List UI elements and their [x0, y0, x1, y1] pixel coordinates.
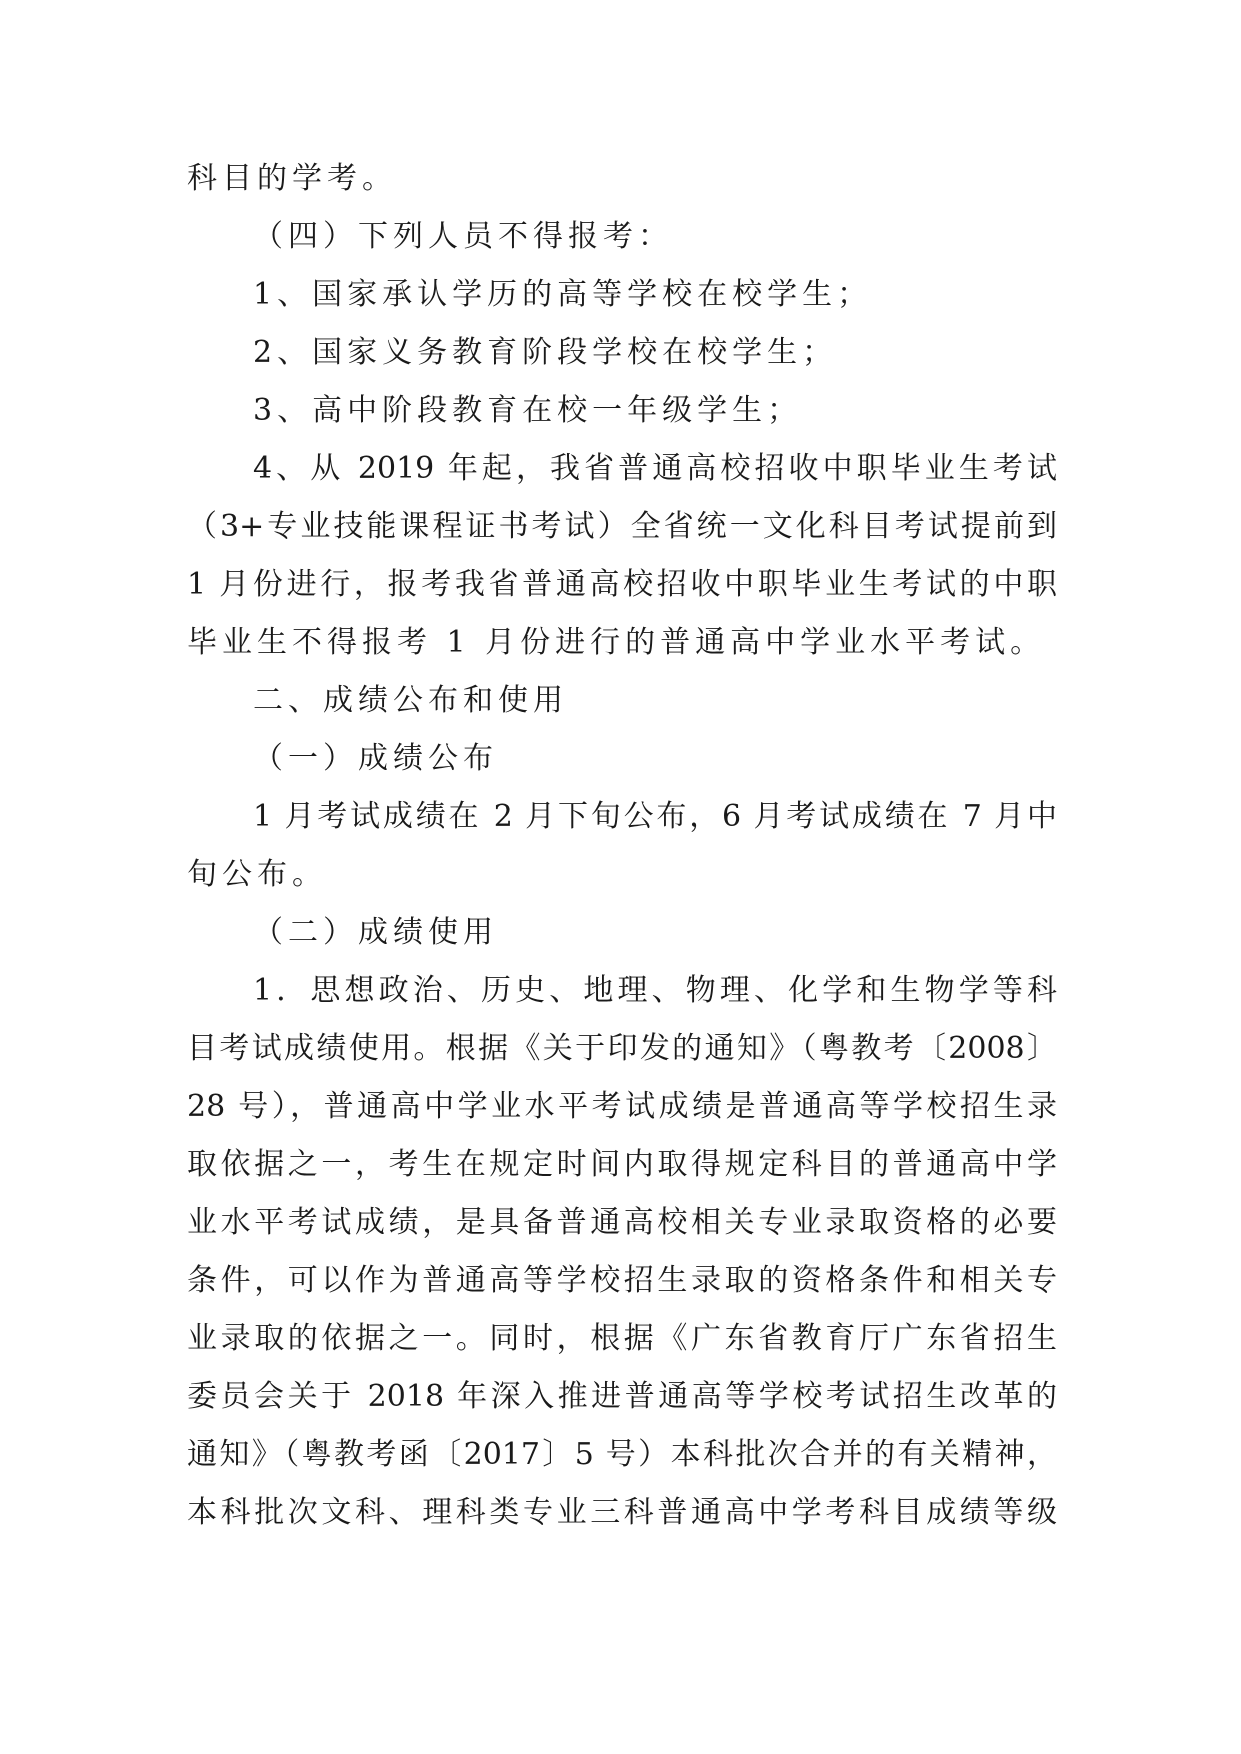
text-line: 目考试成绩使用。根据《关于印发的通知》（粤教考〔2008〕 [187, 1031, 1057, 1066]
text-line: （一）成绩公布 [253, 741, 498, 776]
text-line: （二）成绩使用 [253, 915, 498, 950]
text-line: 取依据之一，考生在规定时间内取得规定科目的普通高中学 [187, 1147, 1057, 1182]
text-line: 条件，可以作为普通高等学校招生录取的资格条件和相关专 [187, 1263, 1057, 1298]
text-line: 二、成绩公布和使用 [253, 683, 568, 718]
text-line: 旬公布。 [187, 857, 327, 892]
text-line: 1 月考试成绩在 2 月下旬公布，6 月考试成绩在 7 月中 [253, 799, 1057, 834]
text-line: 28 号），普通高中学业水平考试成绩是普通高等学校招生录 [187, 1089, 1057, 1124]
text-line: 1 月份进行，报考我省普通高校招收中职毕业生考试的中职 [187, 567, 1057, 602]
text-line: 本科批次文科、理科类专业三科普通高中学考科目成绩等级 [187, 1495, 1057, 1530]
text-line: 毕业生不得报考 1 月份进行的普通高中学业水平考试。 [187, 625, 1046, 660]
text-line: 2、国家义务教育阶段学校在校学生； [253, 335, 838, 370]
text-line: 委员会关于 2018 年深入推进普通高等学校考试招生改革的 [187, 1379, 1057, 1414]
text-line: 业水平考试成绩，是具备普通高校相关专业录取资格的必要 [187, 1205, 1057, 1240]
text-line: （3+专业技能课程证书考试）全省统一文化科目考试提前到 [187, 509, 1057, 544]
text-line: 4、从 2019 年起，我省普通高校招收中职毕业生考试 [253, 451, 1057, 486]
text-line: 1、国家承认学历的高等学校在校学生； [253, 277, 873, 312]
text-line: （四）下列人员不得报考： [253, 219, 673, 254]
text-line: 1．思想政治、历史、地理、物理、化学和生物学等科 [253, 973, 1057, 1008]
document-body [187, 150, 1057, 1542]
text-line: 3、高中阶段教育在校一年级学生； [253, 393, 803, 428]
text-line: 科目的学考。 [187, 161, 397, 196]
text-line: 通知》（粤教考函〔2017〕5 号）本科批次合并的有关精神， [187, 1437, 1057, 1472]
text-line: 业录取的依据之一。同时，根据《广东省教育厅广东省招生 [187, 1321, 1057, 1356]
